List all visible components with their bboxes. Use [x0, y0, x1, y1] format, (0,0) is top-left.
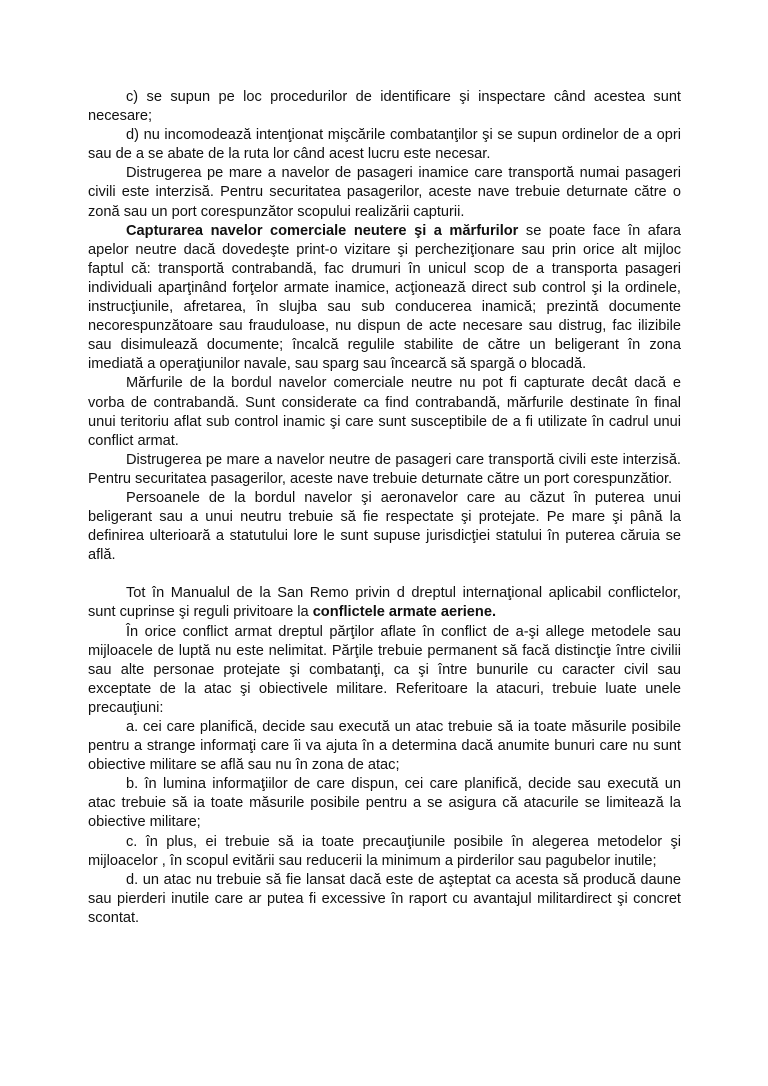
- paragraph-capture-neutral-ships: Capturarea navelor comerciale neutere şi a mărfurilor se poate face în afara apelor neutre dacă dovedeşte print-o vizitare şi percheziţionare sau prin orice alt mijloc faptul că: transportă contrabandă, fac drumuri în unicul scop de a transporta pasageri individuali aparţinând forţelor armate inamice, acţionează direct sub control şi la ordinele, instrucţiunile, afretarea, în slujba sau sub conducerea inamică; prezintă documente necorespunzătoare sau frauduloase, nu dispun de acte necesare sau distrug, fac ilizibile sau disimulează documente; încalcă regulile stabilite de către un beligerant în zona imediată a operaţiunilor navale, sau sparg sau încearcă să spargă o blocadă.: [88, 222, 681, 373]
- paragraph-d-movements: d) nu incomodează intenţionat mişcările combatanţilor şi se supun ordinelor de a opri sau de a se abate de la ruta lor când acest lucru este necesar.: [88, 127, 681, 163]
- paragraph-san-remo-manual: Tot în Manualul de la San Remo privin d dreptul internaţional aplicabil conflictelor, sunt cuprinse şi reguli privitoare la conflictele armate aeriene.: [88, 585, 681, 621]
- bold-term-air-conflicts: conflictele armate aeriene.: [312, 604, 497, 621]
- paragraph-contraband-goods: Mărfurile de la bordul navelor comerciale neutre nu pot fi capturate decât dacă e vorba de contrabandă. Sunt considerate ca find contrabandă, mărfurile destinate în final unui teritoriu aflat sub control inamic şi care sunt susceptibile de a fi utilizate în cadrul unui conflict armat.: [88, 375, 681, 449]
- paragraph-methods-of-combat: În orice conflict armat dreptul părţilor aflate în conflict de a-şi allege metodele sau mijloacele de luptă nu este nelimitat. Părţile trebuie permanent să facă distincţie între civilii sau alte personae protejate şi combatanţi, ca şi între bunurile cu caracter civil sau exceptate de la atac şi obiectivele militare. Referitoare la atacuri, trebuie luate unele precauţiuni:: [88, 623, 681, 716]
- paragraph-precaution-b: b. în lumina informaţiilor de care dispun, cei care planifică, decide sau execută un atac trebuie să ia toate măsurile posibile pentru a se asigura că atacurile se limitează la obiective militare;: [88, 776, 681, 831]
- paragraph-persons-on-board: Persoanele de la bordul navelor şi aeronavelor care au căzut în puterea unui beligerant sau a unui neutru trebuie să fie respectate şi protejate. Pe mare şi până la definirea ulterioară a statutului lore le sunt supuse jurisdicţiei statului în puterea căruia se află.: [88, 489, 681, 564]
- paragraph-c-identification: c) se supun pe loc procedurilor de identificare şi inspectare când acestea sunt necesare;: [88, 89, 681, 125]
- document-page: [88, 88, 681, 928]
- paragraph-precaution-a: a. cei care planifică, decide sau execută un atac trebuie să ia toate măsurile posibile pentru a strange informaţi care îi va ajuta în a determina dacă anumite bunuri care nu sunt obiective militare se află sau nu în zona de atac;: [88, 719, 681, 774]
- paragraph-precaution-c: c. în plus, ei trebuie să ia toate precauţiunile posibile în alegerea metodelor şi mijloacelor , în scopul evitării sau reducerii la minimum a pirderilor sau pagubelor inutile;: [88, 833, 681, 869]
- paragraph-precaution-d: d. un atac nu trebuie să fie lansat dacă este de aşteptat ca acesta să producă daune sau pierderi inutile care ar putea fi excessive în raport cu avantajul militardirect şi concret scontat.: [88, 871, 681, 926]
- paragraph-neutral-passenger-ships: Distrugerea pe mare a navelor neutre de pasageri care transportă civili este interzisă. Pentru securitatea pasagerilor, aceste nave trebuie deturnate către un port corespunzătior.: [88, 451, 681, 487]
- bold-term-capture: Capturarea navelor comerciale neutere şi a mărfurilor: [126, 222, 519, 239]
- paragraph-passenger-ships: Distrugerea pe mare a navelor de pasageri inamice care transportă numai pasageri civili este interzisă. Pentru securitatea pasagerilor, aceste nave trebuie deturnate către o zonă sau un port corespunzător scopului realizării capturii.: [88, 165, 681, 220]
